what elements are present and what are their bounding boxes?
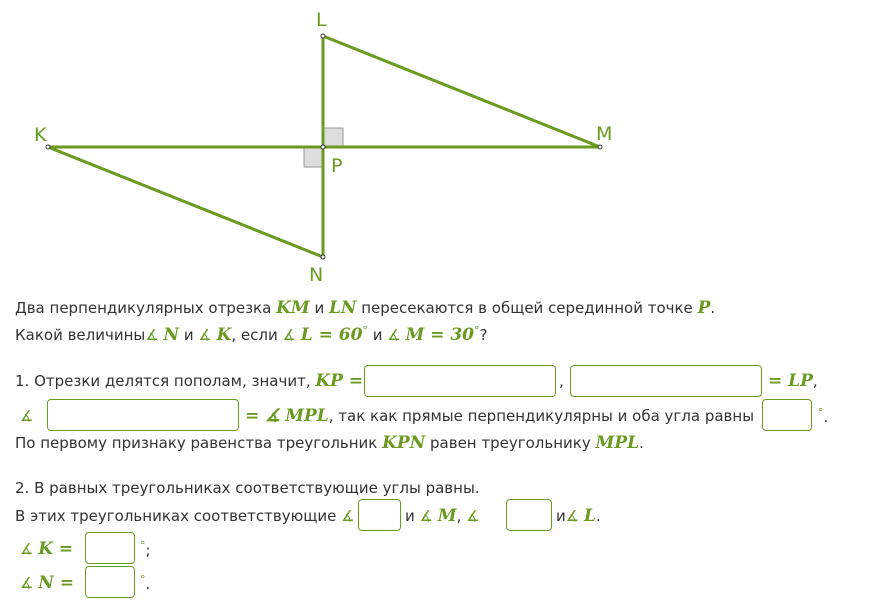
math-ln: LN	[328, 298, 357, 318]
right-angle-marker-upper	[323, 128, 343, 147]
point-k	[46, 145, 50, 149]
problem-statement-line1: Два перпендикулярных отрезка KM и LN пересекаются в общей серединной точке P.	[15, 298, 716, 318]
label-n: N	[309, 264, 324, 286]
label-l: L	[316, 9, 327, 31]
angle-icon: ∡	[419, 507, 433, 525]
angle-k-input[interactable]	[85, 532, 135, 564]
angle-icon: ∡	[145, 326, 159, 344]
right-angle-marker-lower	[304, 147, 323, 167]
point-l	[321, 34, 325, 38]
corresponding-angle-input-1[interactable]	[358, 499, 401, 531]
angle-icon: ∡	[466, 507, 480, 525]
angle-k-label: ∡ K =	[20, 539, 74, 559]
angle-n-input[interactable]	[85, 566, 135, 598]
point-n	[321, 255, 325, 259]
label-p: P	[331, 155, 343, 177]
lp-left-answer-input[interactable]	[570, 365, 762, 397]
eq-lp: = LP,	[768, 371, 818, 391]
angle-icon: ∡	[198, 326, 212, 344]
angle-n-label: ∡ N =	[20, 573, 74, 593]
degree-answer-input[interactable]	[762, 399, 812, 431]
kp-answer-input[interactable]	[364, 365, 556, 397]
math-km: KM	[276, 298, 310, 318]
segment-kn	[48, 147, 323, 257]
step1-line1-text: 1. Отрезки делятся пополам, значит, KP =	[15, 371, 364, 391]
segment-lm	[323, 36, 600, 147]
step2-line1: 2. В равных треугольниках соответствующие углы равны.	[15, 479, 480, 497]
corresponding-angle-input-2[interactable]	[506, 499, 552, 531]
point-m	[598, 145, 602, 149]
problem-statement-line2: Какой величины∡ N и ∡ K, если ∡ L = 60° и ∡ M = 30°?	[15, 324, 488, 345]
angle-icon: ∡	[20, 407, 34, 425]
angle-answer-input[interactable]	[47, 399, 239, 431]
math-p: P	[697, 298, 711, 318]
angle-icon: ∡	[20, 540, 34, 558]
angle-icon: ∡	[20, 574, 34, 592]
step1-line3: По первому признаку равенства треугольник KPN равен треугольнику MPL.	[15, 433, 644, 453]
angle-icon: ∡	[387, 326, 401, 344]
label-k: K	[34, 124, 47, 146]
label-m: M	[596, 123, 613, 145]
step2-line2-text: В этих треугольниках соответствующие ∡	[15, 507, 355, 525]
geometry-figure	[0, 0, 871, 290]
angle-icon: ∡	[565, 507, 580, 525]
point-p	[321, 145, 325, 149]
step1-line2-text: = ∡ MPL, так как прямые перпендикулярны и оба угла равны	[245, 406, 755, 426]
angle-icon: ∡	[282, 326, 296, 344]
angle-icon: ∡	[341, 507, 355, 525]
